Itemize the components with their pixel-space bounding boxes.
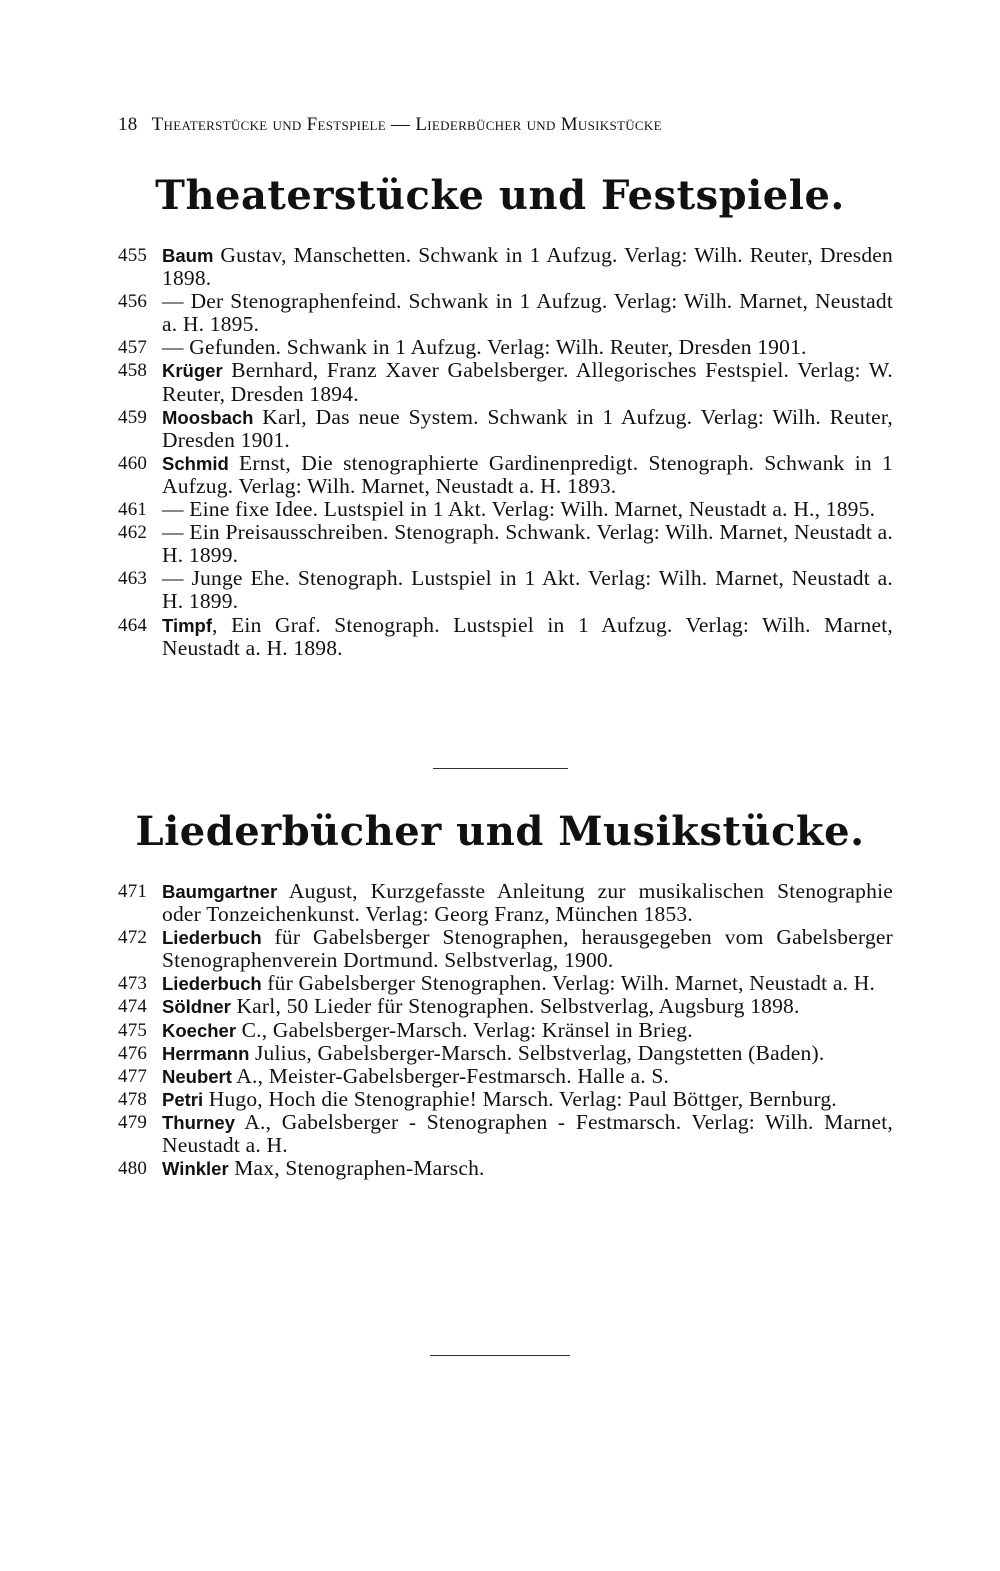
entry-number: 472 xyxy=(118,927,148,949)
list-item xyxy=(118,926,893,972)
entry-text: August, Kurzgefasste Anleitung zur musikalischen Stenographie oder Tonzeichenkunst. Verlag: Georg Franz, München 1853. xyxy=(162,879,893,927)
list-item xyxy=(118,567,893,613)
entry-text: Karl, 50 Lieder für Stenographen. Selbstverlag, Augsburg 1898. xyxy=(230,994,800,1019)
entry-text: Max, Stenographen-Marsch. xyxy=(228,1156,485,1181)
entry-number: 477 xyxy=(118,1065,148,1087)
entry-text: Gustav, Manschetten. Schwank in 1 Aufzug. Verlag: Wilh. Reuter, Dresden 1898. xyxy=(162,243,893,291)
entry-number: 455 xyxy=(118,245,148,266)
list-item xyxy=(118,290,893,336)
entry-number: 480 xyxy=(118,1158,148,1180)
entry-author: Winkler xyxy=(162,1158,229,1180)
entry-text: Karl, Das neue System. Schwank in 1 Aufzug. Verlag: Wilh. Reuter, Dresden 1901. xyxy=(162,404,893,452)
entry-text: A., Meister-Gabelsberger-Festmarsch. Halle a. S. xyxy=(231,1063,670,1088)
list-item xyxy=(118,995,893,1018)
entry-author: Thurney xyxy=(162,1111,235,1133)
entry-number: 457 xyxy=(118,337,148,359)
page-number: 18 xyxy=(118,114,138,135)
section-divider xyxy=(433,768,568,769)
list-item xyxy=(118,1042,893,1065)
list-item xyxy=(118,1019,893,1042)
entry-number: 458 xyxy=(118,360,148,382)
list-item xyxy=(118,406,893,452)
section-heading-songbooks: Liederbücher und Musikstücke. xyxy=(135,808,865,855)
entry-text: C., Gabelsberger-Marsch. Verlag: Kränsel in Brieg. xyxy=(236,1017,693,1042)
list-item xyxy=(118,1065,893,1088)
entry-author: Herrmann xyxy=(162,1042,250,1064)
entry-text: für Gabelsberger Stenographen. Verlag: Wilh. Marnet, Neustadt a. H. xyxy=(261,971,876,996)
list-item xyxy=(118,614,893,660)
entry-number: 475 xyxy=(118,1019,148,1041)
list-item xyxy=(118,498,893,521)
entry-text: — Junge Ehe. Stenograph. Lustspiel in 1 Akt. Verlag: Wilh. Marnet, Neustadt a. H. 1899. xyxy=(162,566,893,614)
entry-text: A., Gabelsberger - Stenographen - Festmarsch. Verlag: Wilh. Marnet, Neustadt a. H. xyxy=(162,1109,893,1158)
list-item xyxy=(118,880,893,926)
entry-author: Liederbuch xyxy=(162,927,262,949)
entry-number: 476 xyxy=(118,1042,148,1064)
entry-number: 474 xyxy=(118,996,148,1018)
entry-text: — Gefunden. Schwank in 1 Aufzug. Verlag: Wilh. Reuter, Dresden 1901. xyxy=(162,335,807,360)
entry-author: Söldner xyxy=(162,996,231,1018)
entry-author: Krüger xyxy=(162,360,223,382)
entry-text: Julius, Gabelsberger-Marsch. Selbstverlag, Dangstetten (Baden). xyxy=(249,1040,825,1065)
list-item xyxy=(118,1111,893,1157)
entry-number: 459 xyxy=(118,406,148,428)
entry-author: Baumgartner xyxy=(162,881,278,902)
list-item xyxy=(118,359,893,405)
section-heading-theater: Theaterstücke und Festspiele. xyxy=(155,172,845,219)
entry-text: , Ein Graf. Stenograph. Lustspiel in 1 Aufzug. Verlag: Wilh. Marnet, Neustadt a. H. 1898. xyxy=(162,612,893,660)
entry-author: Koecher xyxy=(162,1019,237,1041)
entry-text: — Ein Preisausschreiben. Stenograph. Schwank. Verlag: Wilh. Marnet, Neustadt a. H. 1899. xyxy=(162,520,893,568)
entry-author: Petri xyxy=(162,1088,204,1110)
entry-author: Schmid xyxy=(162,452,229,474)
list-item xyxy=(118,1088,893,1111)
entry-list-songbooks xyxy=(118,880,893,1180)
entry-number: 463 xyxy=(118,568,148,590)
running-head xyxy=(118,114,898,136)
entry-author: Timpf xyxy=(162,614,213,636)
entry-author: Moosbach xyxy=(162,406,254,428)
entry-number: 464 xyxy=(118,614,148,636)
entry-text: Ernst, Die stenographierte Gardinenpredigt. Stenograph. Schwank in 1 Aufzug. Verlag: Wilh. Marnet, Neustadt a. H. 1893. xyxy=(162,450,893,498)
entry-number: 456 xyxy=(118,291,148,313)
entry-number: 471 xyxy=(118,881,148,902)
entry-text: für Gabelsberger Stenographen, herausgegeben vom Gabelsberger Stenographenverein Dortmund. Selbstverlag, 1900. xyxy=(162,925,893,973)
entry-number: 461 xyxy=(118,499,148,521)
entry-author: Liederbuch xyxy=(162,973,262,995)
entry-text: Hugo, Hoch die Stenographie! Marsch. Verlag: Paul Böttger, Bernburg. xyxy=(203,1086,837,1111)
entry-author: Neubert xyxy=(162,1065,232,1087)
entry-author: Baum xyxy=(162,245,214,266)
entry-text: Bernhard, Franz Xaver Gabelsberger. Allegorisches Festspiel. Verlag: W. Reuter, Dresden 1894. xyxy=(162,358,893,406)
list-item xyxy=(118,972,893,995)
list-item xyxy=(118,244,893,290)
list-item xyxy=(118,336,893,359)
list-item xyxy=(118,452,893,498)
running-head-title: Theaterstücke und Festspiele — Liederbücher und Musikstücke xyxy=(151,114,662,135)
entry-text: — Der Stenographenfeind. Schwank in 1 Aufzug. Verlag: Wilh. Marnet, Neustadt a. H. 1895. xyxy=(162,289,893,337)
entry-number: 462 xyxy=(118,522,148,544)
section-divider xyxy=(430,1355,570,1356)
list-item xyxy=(118,521,893,567)
entry-number: 473 xyxy=(118,973,148,995)
entry-list-theater xyxy=(118,244,893,660)
entry-number: 460 xyxy=(118,452,148,474)
list-item xyxy=(118,1157,893,1180)
entry-number: 479 xyxy=(118,1111,148,1133)
entry-text: — Eine fixe Idee. Lustspiel in 1 Akt. Verlag: Wilh. Marnet, Neustadt a. H., 1895. xyxy=(162,497,876,522)
entry-number: 478 xyxy=(118,1088,148,1110)
